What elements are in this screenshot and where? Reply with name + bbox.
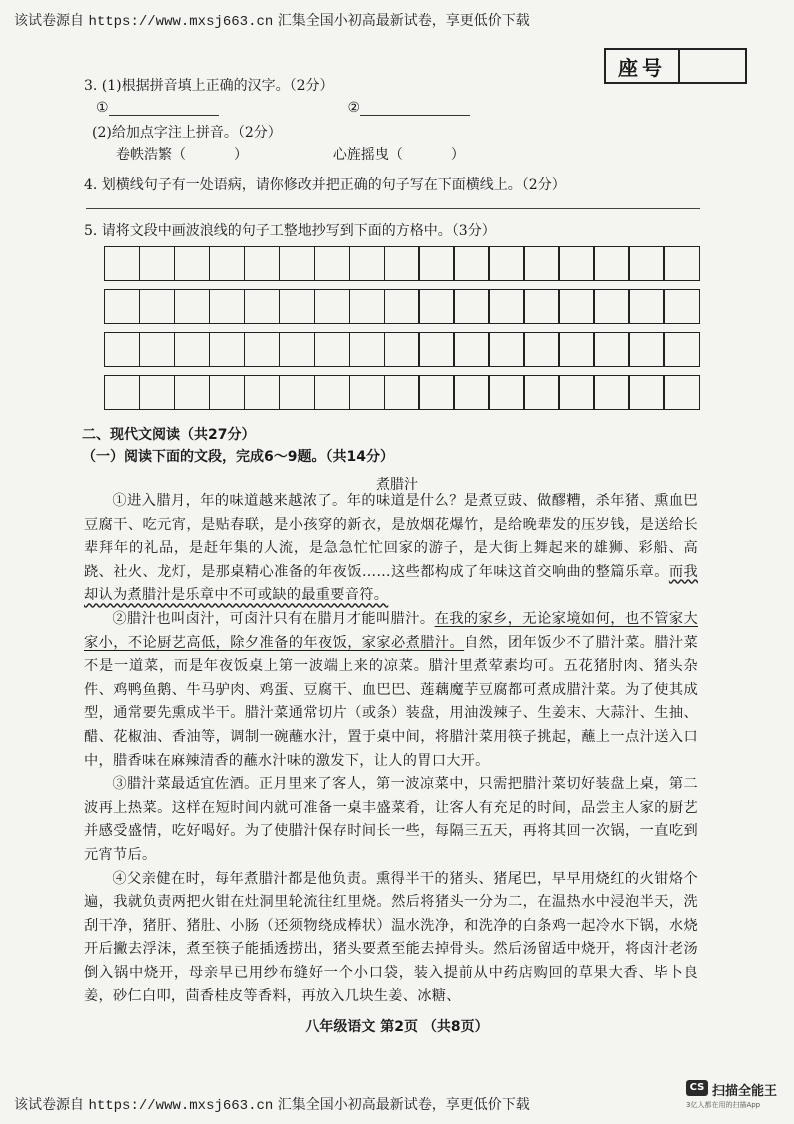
q5-prompt: 5. 请将文段中画波浪线的句子工整地抄写到下面的方格中。（3分） [84,223,496,239]
grid-cell[interactable] [663,246,699,281]
grid-cell[interactable] [174,375,210,410]
grid-cell[interactable] [628,246,664,281]
writing-grid [104,246,698,410]
grid-cell[interactable] [558,246,594,281]
grid-cell[interactable] [593,332,629,367]
p4-text: ④父亲健在时，每年煮腊汁都是他负责。熏得半干的猪头、猪尾巴，早早用烧红的火钳烙个遍，我就负责两把火钳在灶洞里轮流往红里烧。然后将猪头一分为二，在温热水中浸泡半天，洗刮干净，猪肝、猪肚、小肠（还须物绕成棒状）温水洗净，和洗净的白条鸡一起冷水下锅，水烧开后撇去浮沫，煮至筷子能插透捞出，猪头要煮至能去掉骨头。然后汤留适中烧开，将卤汁老汤倒入锅中烧开，母亲早已用纱布缝好一个小口袋，装入提前从中药店购回的草果大香、毕卜良姜，砂仁白叩，茴香桂皮等香料，再放入几块生姜、冰糖、 [84,870,698,1005]
grid-cell[interactable] [663,332,699,367]
grid-cell[interactable] [209,289,245,324]
grid-cell[interactable] [384,246,420,281]
grid-cell[interactable] [104,246,140,281]
grid-cell[interactable] [418,375,454,410]
grid-cell[interactable] [628,332,664,367]
grid-cell[interactable] [488,246,524,281]
q3-blank2-label: ② [347,100,361,116]
grid-cell[interactable] [593,375,629,410]
grid-cell[interactable] [593,246,629,281]
banner-left-text: 该试卷源自 [14,1097,84,1113]
camscanner-logo-icon: CS [686,1080,708,1096]
banner-url[interactable]: https://www.mxsj663.cn [88,1098,274,1114]
seat-value-field[interactable] [680,50,745,82]
article-body [84,490,698,1009]
grid-cell[interactable] [314,246,350,281]
seat-number-box [604,48,747,84]
banner-url[interactable]: https://www.mxsj663.cn [88,14,274,30]
grid-cell[interactable] [349,246,385,281]
paragraph-1 [84,490,698,608]
grid-cell[interactable] [453,375,489,410]
q3-part2-prompt: (2)给加点字注上拼音。（2分） [92,125,282,141]
q3-blank1-line[interactable] [109,101,219,116]
grid-cell[interactable] [139,289,175,324]
grid-cell[interactable] [349,332,385,367]
grid-cell[interactable] [593,289,629,324]
banner-right-text: 汇集全国小初高最新试卷，享更低价下载 [277,13,530,29]
banner-left-text: 该试卷源自 [14,13,84,29]
p2-text-c: 自然，团年饭少不了腊汁菜。腊汁菜不是一道菜，而是年夜饭桌上第一波端上来的凉菜。腊汁里煮荤素均可。五花猪肘肉、猪头杂件、鸡鸭鱼鹅、牛马驴肉、鸡蛋、豆腐干、血巴巴、莲藕魔芋豆腐都可煮成腊汁菜。为了使其成型，通常要先熏成半干。腊汁菜通常切片（或条）装盘，用油泼辣子、生姜末、大蒜汁、生抽、醋、花椒油、香油等，调制一碗蘸水汁，置于桌中间，将腊汁菜用筷子挑起，蘸上一点汁送入口中，腊香味在麻辣清香的蘸水汁味的激发下，让人的胃口大开。 [84,634,698,769]
grid-cell[interactable] [418,246,454,281]
camscanner-watermark [686,1078,786,1114]
grid-cell[interactable] [418,289,454,324]
grid-cell[interactable] [209,332,245,367]
grid-cell[interactable] [279,375,315,410]
grid-cell[interactable] [384,375,420,410]
grid-cell[interactable] [279,332,315,367]
grid-cell[interactable] [314,289,350,324]
grid-cell[interactable] [384,332,420,367]
grid-cell[interactable] [349,375,385,410]
bottom-source-banner [14,1094,530,1114]
p3-text: ③腊汁菜最适宜佐酒。正月里来了客人，第一波凉菜中，只需把腊汁菜切好装盘上桌，第二波再上热菜。这样在短时间内就可准备一桌丰盛菜肴，让客人有充足的时间，品尝主人家的厨艺并感受盛情，吃好喝好。为了使腊汁保存时间长一些，每隔三五天，再将其回一次锅，一直吃到元宵节后。 [84,776,698,863]
grid-cell[interactable] [139,246,175,281]
q3-blank2-line[interactable] [360,101,470,116]
q3-part1-prompt: 3. (1)根据拼音填上正确的汉字。（2分） [84,78,334,94]
q3-word1: 卷帙浩繁（ [116,147,186,163]
grid-cell[interactable] [314,332,350,367]
q3-pinyin-row [116,144,465,164]
p1-text: ①进入腊月，年的味道越来越浓了。年的味道是什么？是煮豆豉、做醪糟，杀年猪、熏血巴豆腐干、吃元宵，是贴春联，是小孩穿的新衣，是放烟花爆竹，是给晚辈发的压岁钱，是送给长辈拜年的礼品，是赶年集的人流，是急急忙忙回家的游子，是大街上舞起来的雄狮、彩船、高跷、社火、龙灯，是那桌精心准备的年夜饭……这些都构成了年味这首交响曲的整篇乐章。 [84,493,698,580]
grid-cell[interactable] [139,332,175,367]
grid-cell[interactable] [174,246,210,281]
seat-label: 座号 [606,50,680,82]
grid-cell[interactable] [453,246,489,281]
grid-cell[interactable] [663,289,699,324]
paragraph-4 [84,868,698,1010]
camscanner-name: 扫描全能王 [712,1084,778,1099]
section2-heading: 二、现代文阅读（共27分） [82,427,256,443]
p1-wavy-sentence: 而我却认为煮腊汁是乐章中不可或缺的最重要音符。 [84,563,698,604]
grid-cell[interactable] [488,375,524,410]
banner-right-text: 汇集全国小初高最新试卷，享更低价下载 [277,1097,530,1113]
article-title: 煮腊汁 [376,477,418,493]
grid-cell[interactable] [174,332,210,367]
grid-cell[interactable] [488,289,524,324]
q3-word2: 心旌摇曳（ [332,147,403,163]
p2-underlined-sentence: 在我的家乡，无论家境如何，也不管家大家小，不论厨艺高低，除夕准备的年夜饭，家家必煮腊汁。 [84,610,698,651]
grid-cell[interactable] [384,289,420,324]
grid-cell[interactable] [209,375,245,410]
grid-cell[interactable] [314,375,350,410]
grid-cell[interactable] [139,375,175,410]
grid-cell[interactable] [453,332,489,367]
grid-cell[interactable] [453,289,489,324]
paragraph-2 [84,608,698,773]
grid-cell[interactable] [558,332,594,367]
grid-cell[interactable] [349,289,385,324]
page-footer: 八年级语文 第2页 （共8页） [305,1019,489,1035]
grid-cell[interactable] [523,246,559,281]
q3-blank1-label: ① [96,100,109,116]
top-source-banner [14,10,530,30]
subsection1-heading: （一）阅读下面的文段，完成6～9题。（共14分） [82,449,394,465]
q3-word2-close: ） [450,147,465,163]
grid-cell[interactable] [244,332,280,367]
grid-cell[interactable] [244,375,280,410]
q4-prompt: 4. 划横线句子有一处语病，请你修改并把正确的句子写在下面横线上。（2分） [84,177,566,193]
q4-answer-line[interactable] [86,208,700,209]
grid-cell[interactable] [104,332,140,367]
grid-cell[interactable] [523,289,559,324]
grid-cell[interactable] [628,375,664,410]
grid-cell[interactable] [663,375,699,410]
q3-blank-row [96,100,470,116]
grid-cell[interactable] [104,375,140,410]
grid-cell[interactable] [244,246,280,281]
q3-word1-close: ） [234,147,248,163]
grid-cell[interactable] [279,246,315,281]
grid-cell[interactable] [628,289,664,324]
grid-cell[interactable] [174,289,210,324]
p2-text-a: ②腊汁也叫卤汁，可卤汁只有在腊月才能叫腊汁。 [112,610,435,627]
grid-cell[interactable] [558,375,594,410]
grid-cell[interactable] [558,289,594,324]
camscanner-tagline: 3亿人都在用的扫描App [686,1101,761,1109]
grid-cell[interactable] [104,289,140,324]
grid-cell[interactable] [523,332,559,367]
grid-cell[interactable] [279,289,315,324]
grid-cell[interactable] [418,332,454,367]
grid-cell[interactable] [244,289,280,324]
grid-cell[interactable] [488,332,524,367]
grid-cell[interactable] [523,375,559,410]
paragraph-3 [84,773,698,867]
grid-cell[interactable] [209,246,245,281]
